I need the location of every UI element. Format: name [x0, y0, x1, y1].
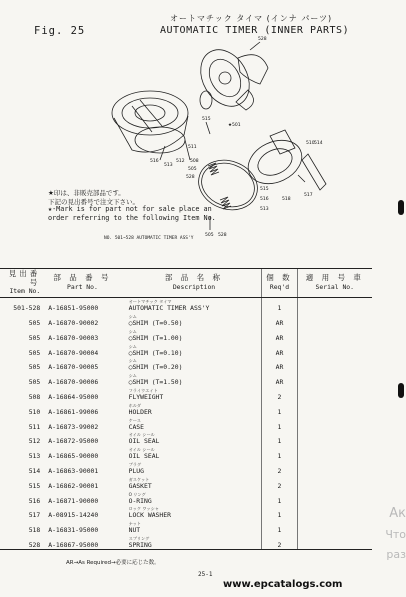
cell-description-text: O-RING	[128, 496, 152, 505]
kana-reading: シム	[128, 343, 137, 349]
callout-501: ★501	[228, 123, 241, 128]
cell-item-text: 505	[28, 348, 41, 357]
kana-reading: スプリング	[128, 536, 150, 542]
cell-part-no	[46, 445, 118, 460]
callout-516-right: 516	[260, 197, 269, 202]
cell-description	[119, 312, 262, 327]
cell-description	[119, 505, 262, 520]
cell-required	[262, 505, 297, 520]
cell-part-no	[46, 519, 118, 534]
cell-required-text: AR	[275, 348, 284, 357]
cell-description	[119, 327, 262, 342]
cell-part-no	[46, 371, 118, 386]
callout-528-top: 528	[258, 37, 267, 42]
cell-part-no	[46, 460, 118, 475]
callout-514: 514	[314, 141, 323, 146]
cell-item	[0, 401, 46, 416]
cell-item	[0, 386, 46, 401]
cell-description-text: ○SHIM (T=1.00)	[128, 333, 183, 342]
cell-required	[262, 445, 297, 460]
callout-528-left: 528	[186, 175, 195, 180]
cell-serial	[297, 312, 372, 327]
kana-reading: オイル シール	[128, 432, 155, 438]
cell-item-text: 501-528	[13, 304, 41, 313]
header-serial-jp: 適 用 号 車	[305, 273, 364, 283]
cell-item-text: 515	[28, 481, 41, 490]
cell-serial	[297, 327, 372, 342]
header-item-jp: 見出番号	[8, 269, 41, 287]
callout-513-right: 513	[260, 207, 269, 212]
cell-part-no	[46, 401, 118, 416]
table-row	[0, 371, 372, 386]
cell-required-text: 1	[277, 422, 282, 431]
cell-serial	[297, 490, 372, 505]
cell-serial	[297, 534, 372, 549]
cell-serial	[297, 431, 372, 446]
cell-item-text: 518	[28, 526, 41, 535]
cell-description	[119, 357, 262, 372]
page-number: 25-1	[198, 571, 213, 578]
cell-description-text: CASE	[128, 422, 144, 431]
cell-required	[262, 475, 297, 490]
cell-serial	[297, 505, 372, 520]
cell-part-no	[46, 505, 118, 520]
cell-serial	[297, 297, 372, 312]
cell-item-text: 505	[28, 319, 41, 328]
header-desc-jp: 部 品 名 称	[164, 273, 224, 283]
cell-item	[0, 519, 46, 534]
kana-reading: オイル シール	[128, 447, 155, 453]
cell-required	[262, 460, 297, 475]
table-row	[0, 327, 372, 342]
cell-part-no-text: A-08915-14240	[48, 511, 99, 520]
kana-reading: O リング	[128, 491, 146, 497]
cell-item-text: 510	[28, 407, 41, 416]
cell-required-text: 1	[277, 437, 282, 446]
cell-required-text: 1	[277, 526, 282, 535]
cell-part-no-text: A-16831-95000	[48, 526, 99, 535]
cell-part-no-text: A-16863-90001	[48, 467, 99, 476]
cell-item	[0, 297, 46, 312]
cell-part-no-text: A-16873-99002	[48, 422, 99, 431]
cell-item	[0, 357, 46, 372]
callout-505-bottom: 505	[205, 233, 214, 238]
cell-required-text: AR	[275, 333, 284, 342]
cell-item	[0, 312, 46, 327]
cell-description-text: ○SHIM (T=0.10)	[128, 348, 183, 357]
watermark-line2: Что	[385, 528, 406, 541]
kana-reading: ナット	[128, 521, 142, 527]
header-part-jp: 部 品 番 号	[53, 273, 112, 283]
cell-item	[0, 342, 46, 357]
cell-part-no-text: A-16870-90004	[48, 348, 99, 357]
cell-description-text: ○SHIM (T=0.50)	[128, 319, 183, 328]
note-jp-line2: 下記の見出番号で注文下さい。	[48, 198, 139, 206]
figure-title-jp: オートマチック タイマ (インナ パーツ)	[170, 14, 333, 23]
kana-reading: ホルダ	[128, 402, 142, 408]
flange-part	[241, 132, 309, 192]
cell-part-no	[46, 475, 118, 490]
callout-518: 518	[282, 197, 291, 202]
cell-description-text: HOLDER	[128, 407, 152, 416]
cell-required-text: 1	[277, 496, 282, 505]
cell-required	[262, 490, 297, 505]
header-serial-en: Serial No.	[315, 282, 355, 291]
kana-reading: プラグ	[128, 462, 142, 468]
cell-serial	[297, 386, 372, 401]
cell-serial	[297, 460, 372, 475]
cell-part-no	[46, 431, 118, 446]
cell-required	[262, 312, 297, 327]
cell-required-text: 2	[277, 481, 282, 490]
cell-item-text: 516	[28, 496, 41, 505]
cell-required-text: AR	[275, 363, 284, 372]
kana-reading: シム	[128, 328, 137, 334]
table-row	[0, 416, 372, 431]
header-part-en: Part No.	[67, 282, 98, 291]
figure-title: AUTOMATIC TIMER (INNER PARTS)	[160, 25, 350, 36]
kana-reading: シム	[128, 373, 137, 379]
cell-part-no-text: A-16870-90002	[48, 319, 99, 328]
header-item	[0, 269, 46, 298]
cell-item	[0, 416, 46, 431]
table-row	[0, 519, 372, 534]
cell-required-text: 1	[277, 407, 282, 416]
table-row	[0, 505, 372, 520]
table-row	[0, 445, 372, 460]
header-req-en: Req'd	[269, 282, 290, 291]
cell-description-text: GASKET	[128, 481, 152, 490]
cell-description	[119, 460, 262, 475]
table-row	[0, 534, 372, 549]
kana-reading: シム	[128, 358, 137, 364]
callout-517: 517	[304, 193, 313, 198]
cell-required-text: 1	[277, 511, 282, 520]
callout-510: 510	[306, 141, 315, 146]
cell-part-no	[46, 312, 118, 327]
cell-item-text: 505	[28, 363, 41, 372]
table-row	[0, 386, 372, 401]
cell-part-no	[46, 386, 118, 401]
table-row	[0, 357, 372, 372]
table-row	[0, 460, 372, 475]
cell-required-text: 1	[277, 452, 282, 461]
kana-reading: ガスケット	[128, 476, 150, 482]
cell-serial	[297, 342, 372, 357]
table-row	[0, 312, 372, 327]
cell-part-no-text: A-16870-90003	[48, 333, 99, 342]
cell-item-text: 513	[28, 452, 41, 461]
cell-description-text: NUT	[128, 526, 141, 535]
binder-hole-bottom	[398, 383, 404, 398]
cell-required	[262, 416, 297, 431]
cell-description	[119, 297, 262, 312]
cell-part-no	[46, 342, 118, 357]
cell-item-text: 514	[28, 467, 41, 476]
cell-item	[0, 327, 46, 342]
cell-required	[262, 386, 297, 401]
site-link[interactable]: www.epcatalogs.com	[223, 579, 343, 590]
watermark-line1: Ак	[389, 506, 406, 521]
cell-description-text: AUTOMATIC TIMER ASS'Y	[128, 304, 210, 313]
cell-description	[119, 534, 262, 549]
cell-required	[262, 297, 297, 312]
cell-description-text: PLUG	[128, 467, 144, 476]
cell-item-text: 508	[28, 393, 41, 402]
flyweight-part	[238, 55, 268, 84]
cell-item-text: 505	[28, 333, 41, 342]
cell-item-text: 511	[28, 422, 41, 431]
kana-reading: フライウエイト	[128, 388, 158, 394]
watermark-line3: раз	[386, 548, 406, 561]
figure-label: Fig. 25	[34, 25, 86, 37]
cell-serial	[297, 401, 372, 416]
cell-required-text: 2	[277, 393, 282, 402]
note-en-line1: ★-Mark is for part not for sale place an	[48, 205, 212, 213]
cell-description-text: LOCK WASHER	[128, 511, 171, 520]
cell-part-no-text: A-16862-90001	[48, 481, 99, 490]
cell-description	[119, 416, 262, 431]
cell-required	[262, 327, 297, 342]
cell-serial	[297, 519, 372, 534]
cell-serial	[297, 416, 372, 431]
table-row	[0, 431, 372, 446]
holder-part	[191, 41, 259, 115]
cell-required	[262, 371, 297, 386]
cell-item	[0, 475, 46, 490]
cell-part-no	[46, 357, 118, 372]
cell-part-no-text: A-16872-95000	[48, 437, 99, 446]
cell-description	[119, 475, 262, 490]
cell-required-text: AR	[275, 319, 284, 328]
header-serial	[297, 269, 372, 298]
binder-hole-top	[398, 200, 404, 215]
cell-item-text: 517	[28, 511, 41, 520]
callout-505-left: 505	[188, 167, 197, 172]
cell-serial	[297, 371, 372, 386]
cell-description-text: ○SHIM (T=0.20)	[128, 363, 183, 372]
cell-description	[119, 371, 262, 386]
cell-item	[0, 490, 46, 505]
cell-part-no	[46, 297, 118, 312]
cell-description	[119, 342, 262, 357]
note-jp-line1: ★印は、非販売部品です。	[48, 189, 125, 197]
cell-item-text: 528	[28, 541, 41, 550]
note-en	[48, 205, 216, 223]
callout-515: 515	[202, 117, 211, 122]
table-row	[0, 342, 372, 357]
cell-required	[262, 519, 297, 534]
cell-required-text: 2	[277, 541, 282, 550]
cell-required-text: 1	[277, 304, 282, 313]
cell-part-no	[46, 490, 118, 505]
parts-table	[0, 268, 372, 550]
cell-required	[262, 431, 297, 446]
callout-513: 513	[164, 163, 173, 168]
cell-required-text: 2	[277, 467, 282, 476]
callout-515-right: 515	[260, 187, 269, 192]
callout-511: 511	[188, 145, 197, 150]
cell-part-no-text: A-16865-90000	[48, 452, 99, 461]
cell-item	[0, 445, 46, 460]
table-row	[0, 490, 372, 505]
table-row	[0, 475, 372, 490]
table-row	[0, 401, 372, 416]
kana-reading: ロック ワッシャ	[128, 506, 159, 512]
cell-item	[0, 534, 46, 549]
header-item-en: Item No.	[9, 287, 41, 295]
header-desc-en: Description	[172, 282, 216, 291]
cell-description-text: SPRING	[128, 541, 152, 550]
callout-508: 508	[190, 159, 199, 164]
cell-part-no	[46, 327, 118, 342]
cell-part-no-text: A-16870-90005	[48, 363, 99, 372]
cell-description	[119, 401, 262, 416]
cell-required	[262, 534, 297, 549]
header-req	[262, 269, 297, 298]
kana-reading: ケース	[128, 417, 141, 423]
cell-part-no-text: A-16864-95000	[48, 393, 99, 402]
callout-516: 516	[150, 159, 159, 164]
kana-reading: シム	[128, 314, 137, 320]
cell-required-text: AR	[275, 378, 284, 387]
cell-serial	[297, 475, 372, 490]
cell-description-text: FLYWEIGHT	[128, 393, 164, 402]
cell-part-no	[46, 534, 118, 549]
cell-description	[119, 519, 262, 534]
note-en-line2: order referring to the following Item No.	[48, 214, 216, 222]
cell-part-no-text: A-16867-95000	[48, 541, 99, 550]
cell-item	[0, 505, 46, 520]
header-desc	[119, 269, 262, 298]
kana-reading: オートマチック タイマ	[128, 299, 172, 305]
cell-description-text: OIL SEAL	[128, 437, 160, 446]
cell-description	[119, 445, 262, 460]
cell-description	[119, 431, 262, 446]
cell-item-text: 505	[28, 378, 41, 387]
header-req-jp: 個 数	[266, 273, 293, 283]
diagram-caption: NO. 501~528 AUTOMATIC TIMER ASS'Y	[104, 236, 194, 241]
cell-description-text: OIL SEAL	[128, 452, 160, 461]
header-part	[46, 269, 118, 298]
cell-description	[119, 386, 262, 401]
cell-required	[262, 357, 297, 372]
table-row	[0, 297, 372, 312]
cell-part-no-text: A-16871-90000	[48, 496, 99, 505]
cell-item	[0, 431, 46, 446]
cell-serial	[297, 357, 372, 372]
cell-description	[119, 490, 262, 505]
cell-serial	[297, 445, 372, 460]
cell-required	[262, 342, 297, 357]
cell-item	[0, 460, 46, 475]
table-header-row	[0, 269, 372, 298]
ar-footnote: AR→As Required→必要に応じた数。	[66, 560, 160, 566]
cell-part-no-text: A-16870-90006	[48, 378, 99, 387]
cell-part-no-text: A-16861-99006	[48, 407, 99, 416]
callout-512: 512	[176, 159, 185, 164]
callout-528-bottom: 528	[218, 233, 227, 238]
cell-required	[262, 401, 297, 416]
cell-item-text: 512	[28, 437, 41, 446]
cell-description-text: ○SHIM (T=1.50)	[128, 378, 183, 387]
cell-item	[0, 371, 46, 386]
cell-part-no	[46, 416, 118, 431]
cell-part-no-text: A-16851-95000	[48, 304, 99, 313]
